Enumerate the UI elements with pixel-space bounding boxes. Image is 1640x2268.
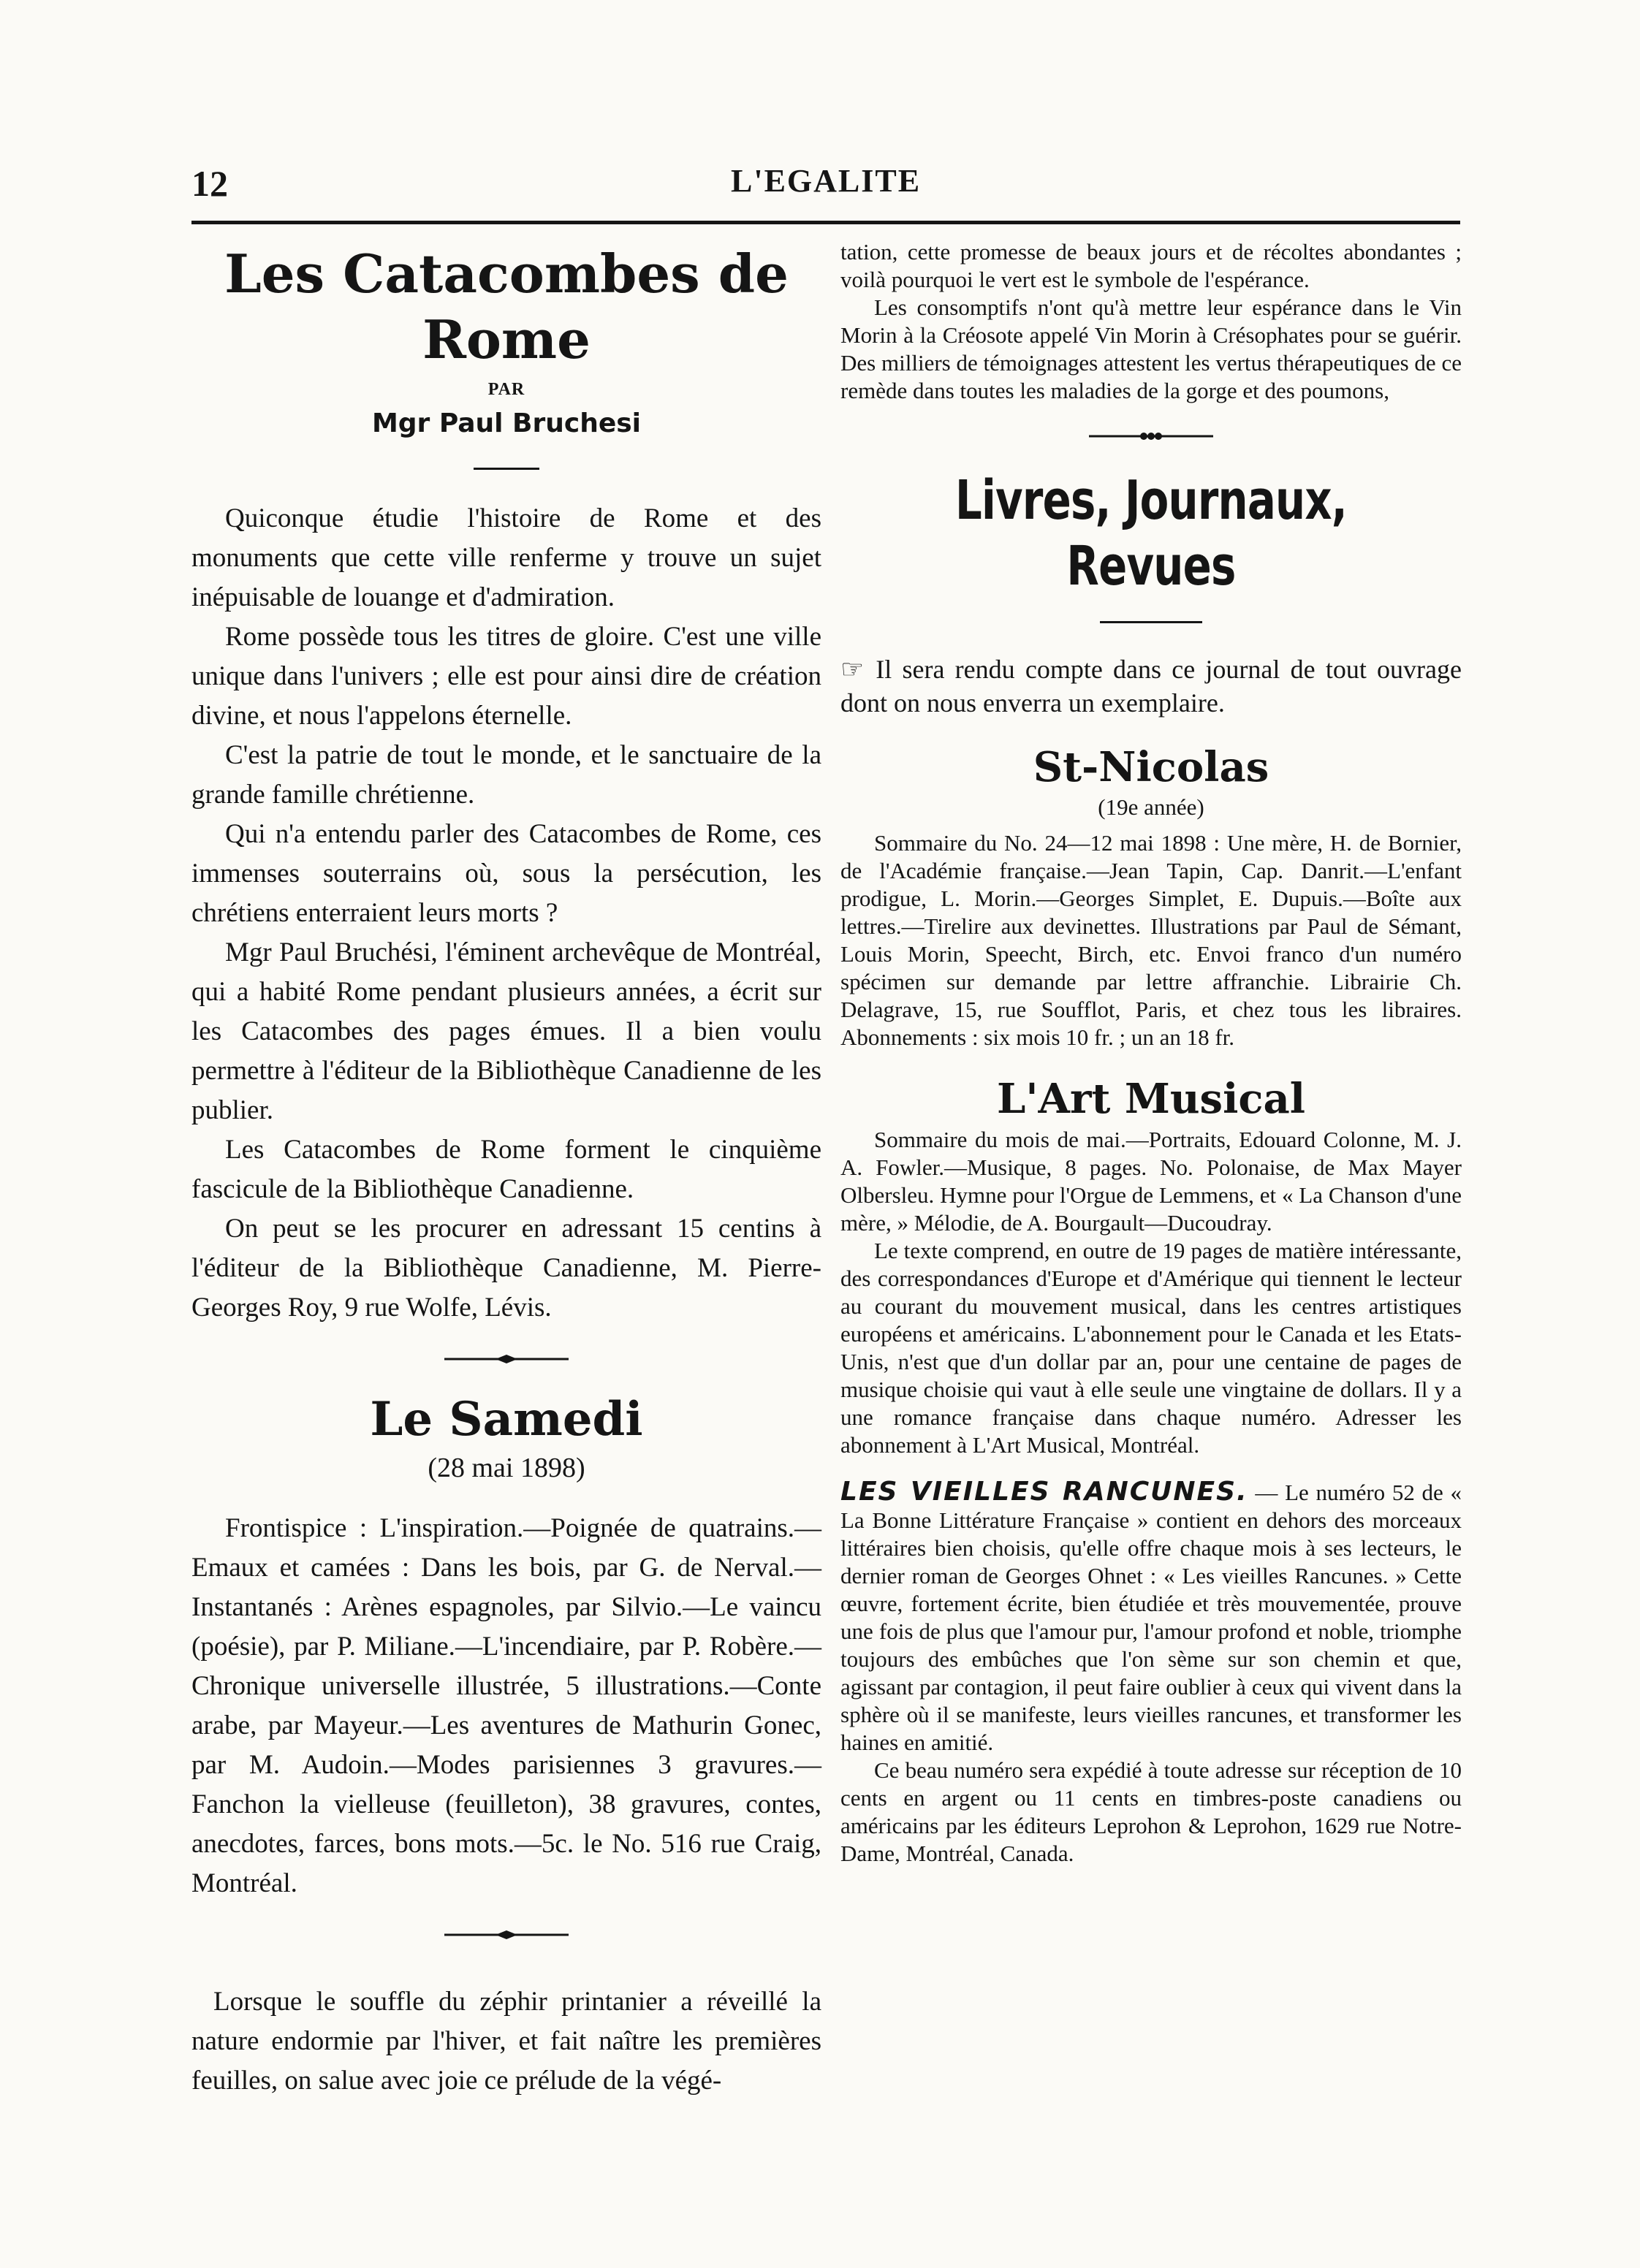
- paragraph: Qui n'a entendu parler des Catacombes de Rome, ces immenses souterrains où, sous la persécution, les chrétiens enterraient leurs morts ?: [191, 819, 821, 928]
- rancunes-paragraph: LES VIEILLES RANCUNES. — Le numéro 52 de « La Bonne Littérature Française » contient en dehors des morceaux littéraires bien choisis, qu'elle offre chaque mois à ses lecteurs, le dernier roman de Georges Ohnet : « Les vieilles Rancunes. » Cette œuvre, fortement écrite, bien étudiée et très mouvementée, prouve une fois de plus que l'amour pur, l'amour profond et noble, triomphe toujours des embûches que l'on sème sur son chemin et que, agissant par contagion, il peut faire oublier à ceux qui vivent dans la sphère où il se manifeste, leurs vieilles rancunes, et transformer les haines en amitié.: [840, 1477, 1462, 1755]
- pointing-hand-icon: ☞: [840, 655, 865, 684]
- byline-par: PAR: [487, 380, 525, 399]
- paragraph: Sommaire du No. 24—12 mai 1898 : Une mère, H. de Bornier, de l'Académie française.—Jean Tapin, Cap. Danrit.—L'enfant prodigue, L. Morin.—Georges Simplet, E. Dupuis.—Boîte aux lettres.—Tirelire aux devinettes. Illustrations par Paul de Sémant, Louis Morin, Speecht, Birch, etc. Envoi franco d'un numéro spécimen sur demande par lettre affranchie. Librairie Ch. Delagrave, 15, rue Soufflot, Paris, et chez tous les libraires. Abonnements : six mois 10 fr. ; un an 18 fr.: [840, 830, 1462, 1050]
- paragraph: Sommaire du mois de mai.—Portraits, Edouard Colonne, M. J. A. Fowler.—Musique, 8 pages. No. Polonaise, de Max Mayer Olbersleu. Hymne pour l'Orgue de Lemmens, et « La Chanson d'une mère, » Mélodie, de A. Bourgault—Ducoudray.: [840, 1127, 1462, 1236]
- paragraph: Mgr Paul Bruchési, l'éminent archevêque de Montréal, qui a habité Rome pendant plusieurs années, a écrit sur les Catacombes des pages émues. Il a bien voulu permettre à l'éditeur de la Bibliothèque Canadienne de les publier.: [191, 937, 821, 1125]
- divider: [474, 468, 539, 470]
- paragraph: Les Catacombes de Rome forment le cinquième fascicule de la Bibliothèque Canadienne.: [191, 1135, 821, 1204]
- paragraph: Rome possède tous les titres de gloire. C'est une ville unique dans l'univers ; elle est pour ainsi dire de création divine, et nous l'appelons éternelle.: [191, 622, 821, 731]
- artmusical-title: L'Art Musical: [997, 1075, 1305, 1123]
- livres-title: Livres, Journaux, Revues: [955, 469, 1347, 598]
- paragraph: Frontispice : L'inspiration.—Poignée de quatrains.—Emaux et camées : Dans les bois, par G. de Nerval.—Instantanés : Arènes espagnoles, par Silvio.—Le vaincu (poésie), par P. Miliane.—L'incendiaire, par P. Robère.—Chronique universelle illustrée, 5 illustrations.—Conte arabe, par Mayeur.—Les aventures de Mathurin Gonec, par M. Audoin.—Modes parisiennes 3 gravures.—Fanchon la vielleuse (feuilleton), 38 gravures, contes, anecdotes, farces, bons mots.—5c. le No. 516 rue Craig, Montréal.: [191, 1513, 821, 1898]
- samedi-date: (28 mai 1898): [428, 1453, 585, 1483]
- left-column: [191, 241, 821, 2101]
- divider: [1100, 621, 1202, 623]
- header-rule: [191, 221, 1460, 224]
- catacombes-title: Les Catacombes de Rome: [224, 243, 789, 370]
- paragraph: Ce beau numéro sera expédié à toute adresse sur réception de 10 cents en argent ou 11 cents en timbres-poste canadiens ou américains par les éditeurs Leprohon & Leprohon, 1629 rue Notre-Dame, Montréal, Canada.: [840, 1757, 1462, 1866]
- page-number: 12: [191, 163, 228, 204]
- right-column: [840, 238, 1462, 1868]
- rancunes-heading: LES VIEILLES RANCUNES.: [840, 1477, 1248, 1507]
- paragraph: tation, cette promesse de beaux jours et de récoltes abondantes ; voilà pourquoi le vert est le symbole de l'espérance.: [840, 239, 1462, 292]
- paragraph: Les consomptifs n'ont qu'à mettre leur espérance dans le Vin Morin à la Créosote appelé Vin Morin à Crésophates pour se guérir. Des milliers de témoignages attestent les vertus thérapeutiques de ce remède dans toutes les maladies de la gorge et des poumons,: [840, 294, 1462, 403]
- running-title: L'EGALITE: [731, 163, 922, 199]
- notice-paragraph: ☞ Il sera rendu compte dans ce journal de tout ouvrage dont on nous enverra un exemplaire.: [840, 652, 1462, 720]
- ornament-rule: [444, 1348, 569, 1370]
- paragraph: C'est la patrie de tout le monde, et le sanctuaire de la grande famille chrétienne.: [191, 740, 821, 810]
- byline-author: Mgr Paul Bruchesi: [371, 408, 642, 438]
- samedi-title: Le Samedi: [370, 1392, 643, 1447]
- stnicolas-title: St-Nicolas: [1033, 743, 1269, 791]
- ornament-rule: [1089, 425, 1213, 447]
- paragraph: Le texte comprend, en outre de 19 pages de matière intéressante, des correspondances d'Europe et d'Amérique qui tiennent le lecteur au courant du mouvement musical, dans les centres artistiques européens et américains. L'abonnement pour le Canada et les Etats-Unis, n'est que d'un dollar par an, pour une centaine de pages de musique choisie qui vaut à elle seule une vingtaine de dollars. Il y a une romance française dans chaque numéro. Adresser les abonnement à L'Art Musical, Montréal.: [840, 1238, 1462, 1458]
- paragraph: Quiconque étudie l'histoire de Rome et des monuments que cette ville renferme y trouve un sujet inépuisable de louange et d'admiration.: [191, 503, 821, 612]
- stnicolas-year: (19e année): [1098, 794, 1204, 820]
- paragraph: Lorsque le souffle du zéphir printanier a réveillé la nature endormie par l'hiver, et fait naître les premières feuilles, on salue avec joie ce prélude de la végé-: [191, 1987, 821, 2096]
- ornament-rule: [444, 1924, 569, 1946]
- paragraph: On peut se les procurer en adressant 15 centins à l'éditeur de la Bibliothèque Canadienne, M. Pierre-Georges Roy, 9 rue Wolfe, Lévis.: [191, 1214, 821, 1323]
